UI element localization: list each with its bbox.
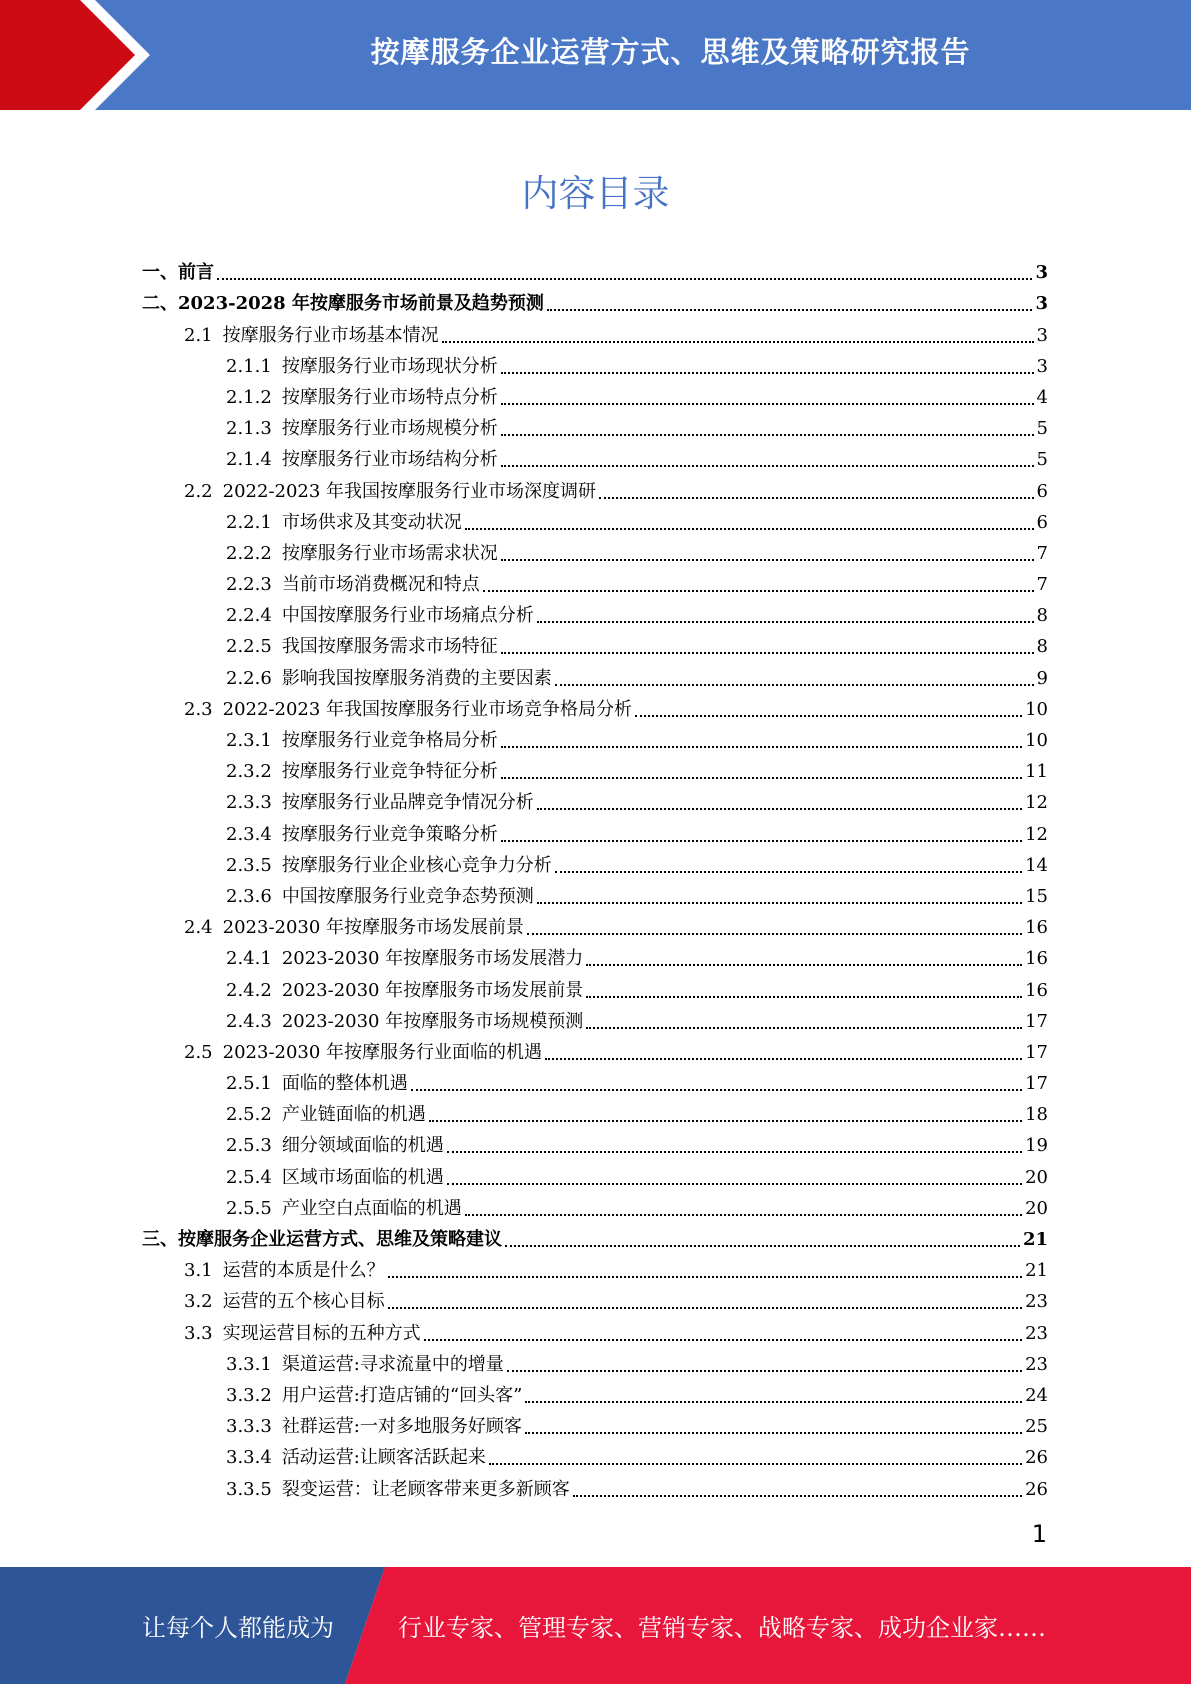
toc-entry-label: 区域市场面临的机遇: [281, 1166, 444, 1188]
toc-entry-number: 2.2.6: [226, 667, 272, 689]
toc-entry-page: 8: [1036, 605, 1048, 627]
toc-entry-label: 2023-2030 年按摩服务市场规模预测: [281, 1010, 584, 1032]
toc-entry-page: 26: [1025, 1447, 1048, 1469]
toc-entry-page: 8: [1036, 636, 1048, 658]
toc-entry-page: 20: [1025, 1166, 1048, 1188]
toc-entry-number: 一、: [142, 262, 178, 284]
toc-entry-page: 16: [1025, 917, 1048, 939]
toc-entry-label: 按摩服务行业市场结构分析: [281, 449, 498, 471]
toc-entry-number: 2.2.2: [226, 542, 272, 564]
toc-entry[interactable]: [142, 534, 1048, 565]
toc-entry-number: 2.1: [184, 324, 213, 346]
toc-entry[interactable]: [142, 1438, 1048, 1469]
toc-entry-page: 26: [1025, 1478, 1048, 1500]
toc-entry-number: 2.4.3: [226, 1010, 272, 1032]
toc-entry[interactable]: [142, 440, 1048, 471]
toc-entry[interactable]: [142, 253, 1048, 284]
toc-entry[interactable]: [142, 970, 1048, 1001]
toc-entry-number: 3.3.3: [226, 1416, 272, 1438]
toc-entry-number: 2.4.2: [226, 979, 272, 1001]
toc-entry-page: 14: [1025, 854, 1048, 876]
toc-entry-page: 17: [1025, 1010, 1048, 1032]
toc-entry-page: 5: [1036, 418, 1048, 440]
toc-entry[interactable]: [142, 690, 1048, 721]
toc-entry-number: 2.1.1: [226, 355, 272, 377]
toc-entry-number: 2.3: [184, 698, 213, 720]
toc-dot-leader: [537, 808, 1022, 810]
toc-entry-page: 3: [1035, 293, 1048, 315]
toc-entry-page: 23: [1025, 1353, 1048, 1375]
toc-entry-page: 21: [1022, 1229, 1048, 1250]
report-title: 按摩服务企业运营方式、思维及策略研究报告: [370, 34, 971, 69]
toc-dot-leader: [635, 715, 1022, 717]
toc-entry-label: 按摩服务行业市场现状分析: [281, 355, 498, 377]
toc-entry-number: 2.2: [184, 480, 213, 502]
toc-dot-leader: [586, 1027, 1022, 1029]
toc-entry-label: 中国按摩服务行业竞争态势预测: [281, 885, 534, 907]
toc-entry-label: 按摩服务行业竞争格局分析: [281, 730, 498, 751]
toc-entry-label: 按摩服务行业市场基本情况: [222, 324, 439, 346]
toc-entry[interactable]: [142, 752, 1048, 783]
toc-entry-page: 17: [1025, 1073, 1048, 1095]
toc-entry-label: 我国按摩服务需求市场特征: [281, 636, 498, 658]
toc-entry-number: 2.4: [184, 917, 213, 939]
toc-dot-leader: [501, 559, 1034, 561]
toc-entry-label: 按摩服务行业企业核心竞争力分析: [281, 854, 552, 876]
toc-dot-leader: [501, 434, 1034, 436]
toc-entry-label: 活动运营:让顾客活跃起来: [281, 1447, 486, 1469]
toc-entry-number: 2.2.4: [226, 605, 272, 627]
toc-entry-label: 按摩服务行业市场需求状况: [281, 542, 498, 564]
report-header: [0, 0, 1191, 110]
toc-entry-label: 2023-2030 年按摩服务市场发展潜力: [281, 948, 584, 970]
toc-entry-label: 产业空白点面临的机遇: [281, 1197, 462, 1219]
header-chevron-graphic: [0, 0, 150, 110]
toc-dot-leader: [555, 684, 1034, 686]
toc-dot-leader: [217, 278, 1032, 280]
toc-dot-leader: [447, 1151, 1022, 1153]
toc-entry-page: 24: [1025, 1384, 1048, 1406]
toc-entry-page: 9: [1036, 667, 1048, 689]
toc-entry[interactable]: [142, 1282, 1048, 1313]
toc-entry[interactable]: [142, 846, 1048, 877]
toc-entry-label: 2022-2023 年我国按摩服务行业市场深度调研: [222, 480, 597, 502]
toc-entry[interactable]: [142, 1126, 1048, 1157]
toc-entry-label: 细分领域面临的机遇: [281, 1135, 444, 1157]
toc-dot-leader: [442, 341, 1034, 343]
toc-entry[interactable]: [142, 1345, 1048, 1376]
toc-entry[interactable]: [142, 1157, 1048, 1188]
toc-entry[interactable]: [142, 378, 1048, 409]
toc-entry[interactable]: [142, 409, 1048, 440]
toc-entry-page: 15: [1025, 885, 1048, 907]
toc-entry[interactable]: [142, 1002, 1048, 1033]
toc-entry-label: 2023-2030 年按摩服务行业面临的机遇: [222, 1041, 543, 1063]
toc-entry-page: 23: [1025, 1291, 1048, 1313]
toc-entry-label: 按摩服务行业竞争特征分析: [281, 761, 498, 783]
toc-entry-page: 19: [1025, 1135, 1048, 1157]
toc-entry-number: 2.4.1: [226, 948, 272, 970]
toc-dot-leader: [429, 1120, 1022, 1122]
toc-entry-label: 按摩服务行业竞争策略分析: [281, 823, 498, 845]
toc-dot-leader: [501, 840, 1022, 842]
toc-dot-leader: [573, 1495, 1022, 1497]
toc-entry-number: 3.3.5: [226, 1478, 272, 1500]
toc-entry-number: 2.3.2: [226, 761, 272, 783]
toc-entry-number: 三、: [142, 1229, 178, 1250]
toc-entry[interactable]: [142, 1407, 1048, 1438]
toc-entry[interactable]: [142, 1469, 1048, 1500]
toc-entry[interactable]: [142, 1376, 1048, 1407]
toc-dot-leader: [537, 902, 1022, 904]
toc-entry[interactable]: [142, 347, 1048, 378]
toc-entry[interactable]: [142, 627, 1048, 658]
toc-entry[interactable]: [142, 565, 1048, 596]
toc-entry[interactable]: [142, 658, 1048, 689]
toc-dot-leader: [388, 1307, 1022, 1309]
toc-entry-page: 6: [1036, 511, 1048, 533]
toc-entry-page: 4: [1036, 386, 1048, 408]
toc-dot-leader: [507, 1370, 1022, 1372]
toc-dot-leader: [555, 871, 1022, 873]
toc-dot-leader: [545, 1058, 1022, 1060]
toc-entry-number: 2.3.4: [226, 823, 272, 845]
toc-entry[interactable]: [142, 1064, 1048, 1095]
toc-dot-leader: [599, 497, 1033, 499]
toc-dot-leader: [586, 964, 1022, 966]
toc-entry[interactable]: [142, 315, 1048, 346]
page-number: 1: [1031, 1520, 1047, 1548]
toc-entry-label: 产业链面临的机遇: [281, 1104, 426, 1126]
toc-entry-label: 当前市场消费概况和特点: [281, 574, 480, 596]
toc-entry-page: 11: [1025, 761, 1048, 783]
toc-entry-number: 2.1.3: [226, 418, 272, 440]
toc-entry[interactable]: [142, 284, 1048, 315]
toc-entry[interactable]: [142, 596, 1048, 627]
footer-slogan-left: 让每个人都能成为: [142, 1614, 334, 1642]
toc-entry-number: 2.2.1: [226, 511, 272, 533]
toc-entry-number: 二、: [142, 293, 178, 315]
toc-dot-leader: [501, 465, 1034, 467]
toc-entry[interactable]: [142, 1033, 1048, 1064]
toc-entry[interactable]: [142, 908, 1048, 939]
toc-entry-number: 2.5.4: [226, 1166, 272, 1188]
table-of-contents: [142, 253, 1048, 1501]
toc-dot-leader: [388, 1276, 1022, 1278]
toc-entry-page: 10: [1025, 698, 1048, 720]
toc-entry-number: 2.2.5: [226, 636, 272, 658]
toc-entry[interactable]: [142, 1251, 1048, 1282]
toc-entry-page: 7: [1036, 574, 1048, 596]
toc-entry-page: 16: [1025, 979, 1048, 1001]
toc-entry-label: 2023-2030 年按摩服务市场发展前景: [222, 917, 525, 939]
toc-entry[interactable]: [142, 471, 1048, 502]
toc-entry-label: 裂变运营：让老顾客带来更多新顾客: [281, 1478, 570, 1500]
toc-dot-leader: [411, 1089, 1022, 1091]
toc-dot-leader: [501, 403, 1034, 405]
toc-entry-page: 6: [1036, 480, 1048, 502]
toc-entry-number: 2.1.4: [226, 449, 272, 471]
toc-entry-number: 2.5: [184, 1041, 213, 1063]
toc-entry-number: 2.5.5: [226, 1197, 272, 1219]
toc-entry-label: 实现运营目标的五种方式: [222, 1322, 421, 1344]
toc-entry-label: 前言: [178, 262, 214, 284]
toc-entry[interactable]: [142, 877, 1048, 908]
toc-entry-page: 3: [1036, 324, 1048, 346]
toc-entry-page: 5: [1036, 449, 1048, 471]
toc-entry-label: 按摩服务企业运营方式、思维及策略建议: [178, 1229, 502, 1250]
toc-entry-number: 3.2: [184, 1291, 213, 1313]
toc-entry-label: 按摩服务行业市场规模分析: [281, 418, 498, 440]
toc-entry-page: 7: [1036, 542, 1048, 564]
toc-entry-number: 2.1.2: [226, 386, 272, 408]
toc-entry-label: 2023-2030 年按摩服务市场发展前景: [281, 979, 584, 1001]
toc-entry-page: 10: [1025, 730, 1048, 751]
toc-entry-page: 21: [1025, 1260, 1048, 1282]
toc-dot-leader: [501, 652, 1034, 654]
toc-entry[interactable]: [142, 503, 1048, 534]
toc-dot-leader: [489, 1463, 1022, 1465]
toc-entry-number: 2.3.6: [226, 885, 272, 907]
toc-entry-label: 运营的本质是什么？: [222, 1260, 385, 1282]
toc-entry-page: 18: [1025, 1104, 1048, 1126]
toc-entry-page: 23: [1025, 1322, 1048, 1344]
page-footer: [0, 1567, 1191, 1684]
toc-entry-page: 3: [1036, 355, 1048, 377]
toc-entry-page: 12: [1025, 823, 1048, 845]
toc-entry-label: 2022-2023 年我国按摩服务行业市场竞争格局分析: [222, 698, 633, 720]
toc-entry-number: 3.3: [184, 1322, 213, 1344]
toc-entry-label: 按摩服务行业市场特点分析: [281, 386, 498, 408]
toc-entry[interactable]: [142, 721, 1048, 752]
toc-entry-number: 2.3.1: [226, 730, 272, 751]
toc-entry-number: 3.3.2: [226, 1384, 272, 1406]
toc-heading: 内容目录: [521, 172, 670, 215]
toc-entry[interactable]: [142, 1313, 1048, 1344]
toc-entry-number: 2.3.5: [226, 854, 272, 876]
toc-dot-leader: [501, 372, 1034, 374]
toc-entry-page: 12: [1025, 792, 1048, 814]
toc-dot-leader: [525, 1401, 1022, 1403]
toc-entry-label: 按摩服务行业品牌竞争情况分析: [281, 792, 534, 814]
toc-dot-leader: [465, 528, 1034, 530]
toc-dot-leader: [483, 590, 1034, 592]
toc-entry-page: 17: [1025, 1041, 1048, 1063]
toc-dot-leader: [586, 996, 1022, 998]
toc-dot-leader: [501, 746, 1022, 748]
toc-entry-page: 25: [1025, 1416, 1048, 1438]
toc-entry-page: 20: [1025, 1197, 1048, 1219]
toc-entry-number: 3.3.1: [226, 1353, 272, 1375]
toc-entry-label: 社群运营:一对多地服务好顾客: [281, 1416, 522, 1438]
toc-entry-number: 2.5.2: [226, 1104, 272, 1126]
toc-entry-label: 2023-2028 年按摩服务市场前景及趋势预测: [178, 293, 544, 315]
toc-dot-leader: [501, 777, 1022, 779]
toc-entry[interactable]: [142, 939, 1048, 970]
toc-dot-leader: [465, 1214, 1022, 1216]
toc-entry-label: 运营的五个核心目标: [222, 1291, 385, 1313]
toc-entry[interactable]: [142, 1189, 1048, 1220]
toc-entry-number: 2.5.3: [226, 1135, 272, 1157]
toc-entry[interactable]: [142, 1220, 1048, 1251]
toc-entry-number: 2.3.3: [226, 792, 272, 814]
toc-entry-number: 2.5.1: [226, 1073, 272, 1095]
toc-dot-leader: [525, 1432, 1022, 1434]
toc-entry-number: 3.1: [184, 1260, 213, 1282]
toc-entry-number: 3.3.4: [226, 1447, 272, 1469]
toc-dot-leader: [537, 621, 1034, 623]
footer-slogan-right: 行业专家、管理专家、营销专家、战略专家、成功企业家……: [398, 1614, 1046, 1642]
toc-entry-label: 影响我国按摩服务消费的主要因素: [281, 667, 552, 689]
toc-entry-number: 2.2.3: [226, 574, 272, 596]
toc-entry-label: 用户运营:打造店铺的“回头客”: [281, 1384, 523, 1406]
toc-dot-leader: [447, 1183, 1022, 1185]
toc-dot-leader: [424, 1339, 1022, 1341]
toc-entry[interactable]: [142, 814, 1048, 845]
toc-entry[interactable]: [142, 1095, 1048, 1126]
toc-entry-label: 渠道运营:寻求流量中的增量: [281, 1353, 504, 1375]
toc-entry-page: 16: [1025, 948, 1048, 970]
toc-entry[interactable]: [142, 783, 1048, 814]
toc-dot-leader: [527, 933, 1022, 935]
toc-dot-leader: [505, 1245, 1020, 1247]
toc-entry-label: 市场供求及其变动状况: [281, 511, 462, 533]
toc-dot-leader: [547, 309, 1033, 311]
toc-entry-page: 3: [1035, 262, 1048, 284]
toc-entry-label: 面临的整体机遇: [281, 1073, 408, 1095]
toc-entry-label: 中国按摩服务行业市场痛点分析: [281, 605, 534, 627]
